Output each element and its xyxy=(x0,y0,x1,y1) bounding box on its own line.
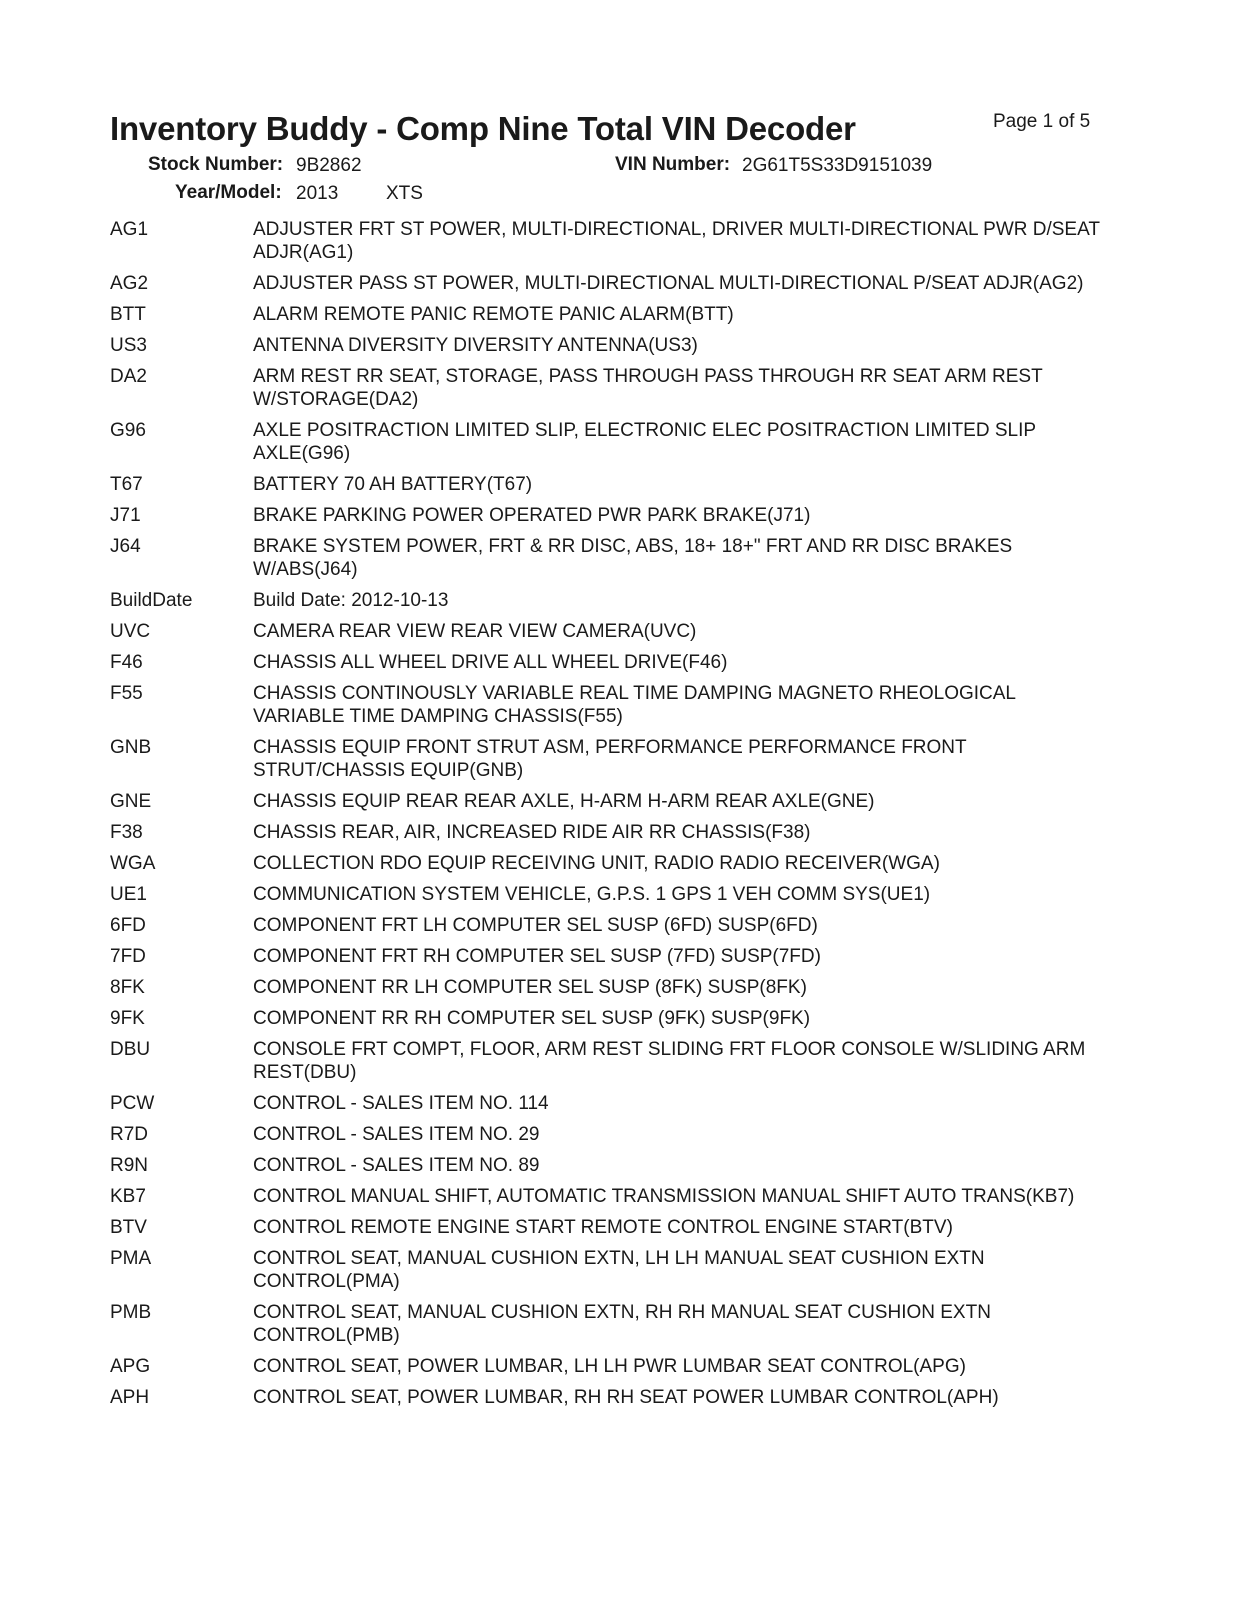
option-code: WGA xyxy=(110,853,156,874)
option-code: 6FD xyxy=(110,915,146,936)
option-row xyxy=(110,1185,1110,1208)
option-description: ADJUSTER PASS ST POWER, MULTI-DIRECTIONAL MULTI-DIRECTIONAL P/SEAT ADJR(AG2) xyxy=(253,273,1084,294)
option-description: BRAKE PARKING POWER OPERATED PWR PARK BRAKE(J71) xyxy=(253,505,811,526)
option-description: BATTERY 70 AH BATTERY(T67) xyxy=(253,474,533,495)
option-row xyxy=(110,218,1110,264)
option-row xyxy=(110,303,1110,326)
option-description: COMPONENT RR LH COMPUTER SEL SUSP (8FK) SUSP(8FK) xyxy=(253,977,807,998)
option-description: ANTENNA DIVERSITY DIVERSITY ANTENNA(US3) xyxy=(253,335,698,356)
option-code: 8FK xyxy=(110,977,145,998)
stock-number-value: 9B2862 xyxy=(296,155,362,176)
option-row xyxy=(110,1386,1110,1409)
option-description: AXLE POSITRACTION LIMITED SLIP, ELECTRONIC ELEC POSITRACTION LIMITED SLIP AXLE(G96) xyxy=(253,420,1036,464)
option-row xyxy=(110,1247,1110,1293)
option-code: GNB xyxy=(110,737,152,758)
option-row xyxy=(110,1007,1110,1030)
option-description: CONTROL MANUAL SHIFT, AUTOMATIC TRANSMISSION MANUAL SHIFT AUTO TRANS(KB7) xyxy=(253,1186,1075,1207)
option-code: F55 xyxy=(110,683,143,704)
option-code: AG1 xyxy=(110,219,149,240)
option-description: COMMUNICATION SYSTEM VEHICLE, G.P.S. 1 GPS 1 VEH COMM SYS(UE1) xyxy=(253,884,931,905)
option-code: G96 xyxy=(110,420,146,441)
option-description: CONTROL - SALES ITEM NO. 29 xyxy=(253,1124,540,1145)
option-description: COMPONENT FRT LH COMPUTER SEL SUSP (6FD) SUSP(6FD) xyxy=(253,915,818,936)
option-row xyxy=(110,883,1110,906)
option-code: BTT xyxy=(110,304,146,325)
option-code: R7D xyxy=(110,1124,149,1145)
option-row xyxy=(110,272,1110,295)
option-row xyxy=(110,504,1110,527)
option-description: CONTROL REMOTE ENGINE START REMOTE CONTROL ENGINE START(BTV) xyxy=(253,1217,953,1238)
option-row xyxy=(110,334,1110,357)
option-row xyxy=(110,473,1110,496)
option-row xyxy=(110,1123,1110,1146)
vin-number-label: VIN Number: xyxy=(615,154,731,175)
option-row xyxy=(110,736,1110,782)
option-code: 9FK xyxy=(110,1008,145,1029)
option-code: PCW xyxy=(110,1093,155,1114)
option-code: T67 xyxy=(110,474,143,495)
option-description: CHASSIS EQUIP REAR REAR AXLE, H-ARM H-ARM REAR AXLE(GNE) xyxy=(253,791,875,812)
option-code: BuildDate xyxy=(110,590,193,611)
option-description: CONTROL - SALES ITEM NO. 114 xyxy=(253,1093,549,1114)
option-description: COLLECTION RDO EQUIP RECEIVING UNIT, RADIO RADIO RECEIVER(WGA) xyxy=(253,853,940,874)
option-row xyxy=(110,620,1110,643)
option-code: J71 xyxy=(110,505,141,526)
option-description: CONTROL - SALES ITEM NO. 89 xyxy=(253,1155,540,1176)
option-code: GNE xyxy=(110,791,152,812)
option-code: UE1 xyxy=(110,884,147,905)
option-code: AG2 xyxy=(110,273,149,294)
option-code: DBU xyxy=(110,1039,151,1060)
vin-number-value: 2G61T5S33D9151039 xyxy=(742,155,933,176)
option-code: KB7 xyxy=(110,1186,146,1207)
option-row xyxy=(110,790,1110,813)
option-code: J64 xyxy=(110,536,141,557)
option-row xyxy=(110,682,1110,728)
option-code: US3 xyxy=(110,335,147,356)
option-row xyxy=(110,1301,1110,1347)
option-description: BRAKE SYSTEM POWER, FRT & RR DISC, ABS, 18+ 18+" FRT AND RR DISC BRAKES W/ABS(J64) xyxy=(253,536,1013,580)
option-code: R9N xyxy=(110,1155,149,1176)
year-value: 2013 xyxy=(296,183,339,204)
option-description: Build Date: 2012-10-13 xyxy=(253,590,449,611)
option-row xyxy=(110,651,1110,674)
option-row xyxy=(110,1355,1110,1378)
option-row xyxy=(110,852,1110,875)
document-title: Inventory Buddy - Comp Nine Total VIN Decoder xyxy=(110,110,856,147)
option-description: CONTROL SEAT, MANUAL CUSHION EXTN, LH LH MANUAL SEAT CUSHION EXTN CONTROL(PMA) xyxy=(253,1248,985,1292)
option-row xyxy=(110,1038,1110,1084)
year-model-label: Year/Model: xyxy=(175,182,282,203)
option-code-list xyxy=(110,218,1110,1417)
option-row xyxy=(110,976,1110,999)
option-description: ALARM REMOTE PANIC REMOTE PANIC ALARM(BTT) xyxy=(253,304,734,325)
option-row xyxy=(110,419,1110,465)
option-code: F46 xyxy=(110,652,143,673)
option-description: ADJUSTER FRT ST POWER, MULTI-DIRECTIONAL, DRIVER MULTI-DIRECTIONAL PWR D/SEAT ADJR(AG1) xyxy=(253,219,1100,263)
option-description: CONTROL SEAT, POWER LUMBAR, LH LH PWR LUMBAR SEAT CONTROL(APG) xyxy=(253,1356,966,1377)
option-row xyxy=(110,535,1110,581)
option-description: CAMERA REAR VIEW REAR VIEW CAMERA(UVC) xyxy=(253,621,697,642)
option-code: PMA xyxy=(110,1248,152,1269)
option-code: APG xyxy=(110,1356,151,1377)
option-description: COMPONENT FRT RH COMPUTER SEL SUSP (7FD) SUSP(7FD) xyxy=(253,946,821,967)
option-code: F38 xyxy=(110,822,143,843)
stock-number-label: Stock Number: xyxy=(148,154,284,175)
option-row xyxy=(110,914,1110,937)
option-code: 7FD xyxy=(110,946,146,967)
option-code: UVC xyxy=(110,621,151,642)
option-row xyxy=(110,1216,1110,1239)
model-value: XTS xyxy=(386,183,423,204)
option-row xyxy=(110,945,1110,968)
option-row xyxy=(110,589,1110,612)
option-row xyxy=(110,365,1110,411)
option-description: ARM REST RR SEAT, STORAGE, PASS THROUGH PASS THROUGH RR SEAT ARM REST W/STORAGE(DA2) xyxy=(253,366,1043,410)
option-description: CHASSIS REAR, AIR, INCREASED RIDE AIR RR CHASSIS(F38) xyxy=(253,822,811,843)
option-code: DA2 xyxy=(110,366,147,387)
option-description: COMPONENT RR RH COMPUTER SEL SUSP (9FK) SUSP(9FK) xyxy=(253,1008,811,1029)
option-code: APH xyxy=(110,1387,150,1408)
option-code: PMB xyxy=(110,1302,152,1323)
option-description: CHASSIS EQUIP FRONT STRUT ASM, PERFORMANCE PERFORMANCE FRONT STRUT/CHASSIS EQUIP(GNB) xyxy=(253,737,967,781)
option-description: CONTROL SEAT, MANUAL CUSHION EXTN, RH RH MANUAL SEAT CUSHION EXTN CONTROL(PMB) xyxy=(253,1302,991,1346)
option-row xyxy=(110,1154,1110,1177)
option-description: CHASSIS ALL WHEEL DRIVE ALL WHEEL DRIVE(F46) xyxy=(253,652,728,673)
option-description: CHASSIS CONTINOUSLY VARIABLE REAL TIME DAMPING MAGNETO RHEOLOGICAL VARIABLE TIME DAMPING CHASSIS(F55) xyxy=(253,683,1016,727)
option-row xyxy=(110,1092,1110,1115)
option-code: BTV xyxy=(110,1217,147,1238)
page-indicator: Page 1 of 5 xyxy=(993,111,1091,132)
option-row xyxy=(110,821,1110,844)
option-description: CONTROL SEAT, POWER LUMBAR, RH RH SEAT POWER LUMBAR CONTROL(APH) xyxy=(253,1387,999,1408)
option-description: CONSOLE FRT COMPT, FLOOR, ARM REST SLIDING FRT FLOOR CONSOLE W/SLIDING ARM REST(DBU) xyxy=(253,1039,1086,1083)
